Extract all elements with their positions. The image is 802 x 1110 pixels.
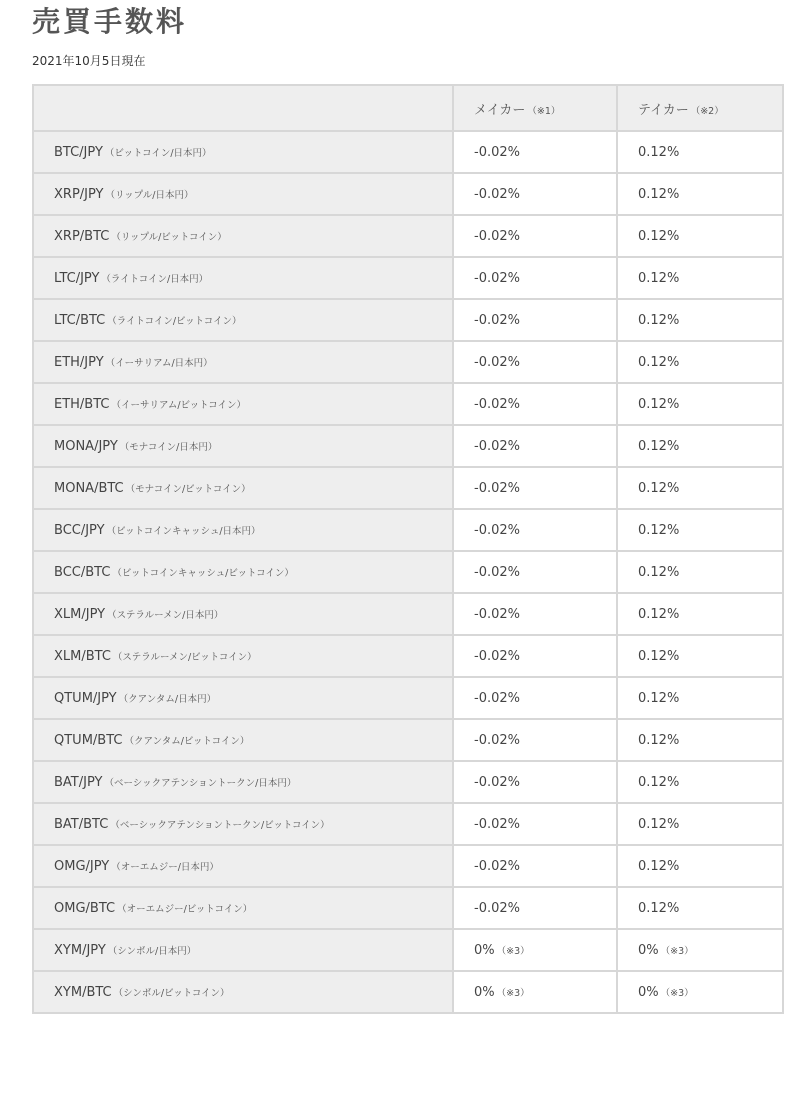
table-row [33, 803, 783, 845]
header-taker-note: （※2） [690, 105, 724, 117]
table-row [33, 593, 783, 635]
taker-fee-value: 0.12% [638, 312, 680, 328]
pair-description: （クアンタム/日本円） [118, 693, 217, 705]
pair-description: （モナコイン/ビットコイン） [125, 483, 251, 495]
pair-description: （ライトコイン/ビットコイン） [107, 315, 242, 327]
pair-cell [33, 677, 453, 719]
taker-fee-value: 0.12% [638, 270, 680, 286]
pair-code: ETH/JPY [54, 354, 104, 370]
pair-code: BCC/JPY [54, 522, 105, 538]
maker-fee-cell [453, 131, 617, 173]
pair-cell [33, 845, 453, 887]
maker-fee-cell [453, 761, 617, 803]
pair-code: XYM/JPY [54, 942, 106, 958]
taker-fee-cell [617, 929, 783, 971]
pair-description: （オーエムジー/ビットコイン） [117, 903, 253, 915]
pair-description: （シンボル/日本円） [107, 945, 197, 957]
taker-fee-value: 0.12% [638, 396, 680, 412]
pair-code: BAT/BTC [54, 816, 109, 832]
header-taker [617, 85, 783, 131]
taker-fee-value: 0.12% [638, 648, 680, 664]
pair-description: （イーサリアム/日本円） [105, 357, 213, 369]
pair-cell [33, 425, 453, 467]
taker-fee-cell [617, 551, 783, 593]
page-title: 売買手数料 [32, 5, 188, 38]
taker-fee-value: 0.12% [638, 144, 680, 160]
pair-code: XLM/BTC [54, 648, 111, 664]
pair-cell [33, 635, 453, 677]
pair-description: （ビットコインキャッシュ/日本円） [106, 525, 261, 537]
pair-code: OMG/JPY [54, 858, 110, 874]
table-row [33, 551, 783, 593]
taker-fee-value: 0.12% [638, 564, 680, 580]
table-header [33, 85, 783, 131]
maker-fee-cell [453, 299, 617, 341]
pair-cell [33, 887, 453, 929]
maker-fee-cell [453, 425, 617, 467]
maker-fee-value: -0.02% [474, 900, 520, 916]
pair-cell [33, 803, 453, 845]
maker-fee-cell [453, 509, 617, 551]
maker-fee-cell [453, 803, 617, 845]
table-row [33, 677, 783, 719]
header-maker [453, 85, 617, 131]
maker-fee-value: 0% [474, 984, 495, 1000]
taker-fee-value: 0.12% [638, 480, 680, 496]
table-row [33, 761, 783, 803]
maker-fee-value: -0.02% [474, 312, 520, 328]
maker-fee-cell [453, 467, 617, 509]
header-taker-label: テイカー [638, 102, 689, 118]
table-row [33, 845, 783, 887]
maker-fee-cell [453, 215, 617, 257]
maker-fee-value: -0.02% [474, 858, 520, 874]
maker-fee-value: -0.02% [474, 606, 520, 622]
table-row [33, 215, 783, 257]
taker-fee-cell [617, 677, 783, 719]
maker-fee-value: -0.02% [474, 438, 520, 454]
pair-code: BTC/JPY [54, 144, 103, 160]
table-row [33, 467, 783, 509]
header-pair [33, 85, 453, 131]
pair-code: LTC/BTC [54, 312, 106, 328]
pair-code: XLM/JPY [54, 606, 106, 622]
maker-fee-value: -0.02% [474, 354, 520, 370]
taker-fee-cell [617, 257, 783, 299]
pair-cell [33, 215, 453, 257]
maker-fee-cell [453, 845, 617, 887]
pair-description: （ビットコイン/日本円） [104, 147, 212, 159]
pair-description: （リップル/ビットコイン） [111, 231, 227, 243]
taker-fee-cell [617, 845, 783, 887]
pair-description: （ライトコイン/日本円） [101, 273, 209, 285]
taker-fee-value: 0.12% [638, 690, 680, 706]
taker-fee-cell [617, 593, 783, 635]
table-row [33, 131, 783, 173]
taker-fee-cell [617, 719, 783, 761]
pair-code: XRP/BTC [54, 228, 110, 244]
table-row [33, 299, 783, 341]
maker-fee-cell [453, 971, 617, 1013]
taker-fee-value: 0.12% [638, 438, 680, 454]
pair-cell [33, 593, 453, 635]
maker-fee-value: -0.02% [474, 186, 520, 202]
taker-fee-value: 0.12% [638, 606, 680, 622]
maker-fee-cell [453, 341, 617, 383]
pair-cell [33, 509, 453, 551]
taker-fee-cell [617, 887, 783, 929]
taker-fee-value: 0.12% [638, 816, 680, 832]
taker-fee-cell [617, 341, 783, 383]
maker-fee-note: （※3） [496, 945, 530, 957]
pair-description: （ステラルーメン/ビットコイン） [112, 651, 257, 663]
table-row [33, 887, 783, 929]
header-maker-note: （※1） [527, 105, 561, 117]
pair-cell [33, 299, 453, 341]
taker-fee-cell [617, 215, 783, 257]
table-row [33, 425, 783, 467]
maker-fee-value: -0.02% [474, 480, 520, 496]
taker-fee-value: 0.12% [638, 228, 680, 244]
taker-fee-cell [617, 383, 783, 425]
taker-fee-value: 0.12% [638, 900, 680, 916]
taker-fee-cell [617, 425, 783, 467]
table-row [33, 509, 783, 551]
taker-fee-cell [617, 467, 783, 509]
taker-fee-value: 0.12% [638, 186, 680, 202]
maker-fee-value: -0.02% [474, 564, 520, 580]
table-row [33, 257, 783, 299]
pair-code: MONA/JPY [54, 438, 118, 454]
header-row [33, 85, 783, 131]
maker-fee-cell [453, 887, 617, 929]
pair-code: LTC/JPY [54, 270, 100, 286]
maker-fee-value: -0.02% [474, 648, 520, 664]
maker-fee-value: -0.02% [474, 228, 520, 244]
taker-fee-value: 0.12% [638, 354, 680, 370]
maker-fee-cell [453, 929, 617, 971]
taker-fee-value: 0.12% [638, 858, 680, 874]
taker-fee-cell [617, 761, 783, 803]
pair-cell [33, 719, 453, 761]
taker-fee-cell [617, 131, 783, 173]
table-row [33, 173, 783, 215]
header-maker-label: メイカー [474, 102, 526, 118]
maker-fee-value: -0.02% [474, 690, 520, 706]
maker-fee-value: -0.02% [474, 816, 520, 832]
maker-fee-value: -0.02% [474, 270, 520, 286]
trading-fee-table [32, 84, 784, 1014]
pair-cell [33, 257, 453, 299]
table-row [33, 971, 783, 1013]
maker-fee-value: -0.02% [474, 396, 520, 412]
pair-description: （イーサリアム/ビットコイン） [111, 399, 246, 411]
pair-description: （ベーシックアテンショントークン/ビットコイン） [110, 819, 330, 831]
taker-fee-cell [617, 173, 783, 215]
pair-description: （ステラルーメン/日本円） [107, 609, 224, 621]
maker-fee-value: -0.02% [474, 144, 520, 160]
pair-code: BCC/BTC [54, 564, 111, 580]
taker-fee-note: （※3） [660, 987, 694, 999]
pair-code: QTUM/JPY [54, 690, 117, 706]
pair-cell [33, 131, 453, 173]
taker-fee-value: 0% [638, 984, 659, 1000]
pair-cell [33, 383, 453, 425]
taker-fee-note: （※3） [660, 945, 694, 957]
taker-fee-value: 0.12% [638, 774, 680, 790]
pair-cell [33, 971, 453, 1013]
maker-fee-value: -0.02% [474, 774, 520, 790]
pair-cell [33, 173, 453, 215]
pair-cell [33, 551, 453, 593]
table-row [33, 719, 783, 761]
maker-fee-cell [453, 677, 617, 719]
maker-fee-cell [453, 593, 617, 635]
pair-description: （リップル/日本円） [105, 189, 194, 201]
pair-code: MONA/BTC [54, 480, 124, 496]
pair-code: OMG/BTC [54, 900, 116, 916]
pair-code: XRP/JPY [54, 186, 104, 202]
pair-description: （ビットコインキャッシュ/ビットコイン） [112, 567, 294, 579]
table-row [33, 383, 783, 425]
pair-cell [33, 341, 453, 383]
taker-fee-value: 0.12% [638, 732, 680, 748]
pair-code: QTUM/BTC [54, 732, 123, 748]
maker-fee-cell [453, 257, 617, 299]
maker-fee-cell [453, 719, 617, 761]
maker-fee-value: -0.02% [474, 522, 520, 538]
pair-cell [33, 467, 453, 509]
table-row [33, 341, 783, 383]
maker-fee-cell [453, 635, 617, 677]
table-row [33, 635, 783, 677]
pair-code: ETH/BTC [54, 396, 110, 412]
pair-cell [33, 929, 453, 971]
maker-fee-cell [453, 383, 617, 425]
pair-description: （クアンタム/ビットコイン） [124, 735, 250, 747]
pair-code: BAT/JPY [54, 774, 103, 790]
pair-cell [33, 761, 453, 803]
maker-fee-cell [453, 551, 617, 593]
taker-fee-cell [617, 971, 783, 1013]
maker-fee-note: （※3） [496, 987, 530, 999]
table-row [33, 929, 783, 971]
pair-description: （ベーシックアテンショントークン/日本円） [104, 777, 297, 789]
taker-fee-cell [617, 803, 783, 845]
pair-description: （モナコイン/日本円） [119, 441, 218, 453]
taker-fee-value: 0.12% [638, 522, 680, 538]
date-note: 2021年10月5日現在 [32, 54, 146, 68]
pair-description: （オーエムジー/日本円） [111, 861, 219, 873]
taker-fee-value: 0% [638, 942, 659, 958]
taker-fee-cell [617, 635, 783, 677]
maker-fee-cell [453, 173, 617, 215]
taker-fee-cell [617, 299, 783, 341]
maker-fee-value: -0.02% [474, 732, 520, 748]
maker-fee-value: 0% [474, 942, 495, 958]
pair-code: XYM/BTC [54, 984, 112, 1000]
taker-fee-cell [617, 509, 783, 551]
table-body [33, 131, 783, 1013]
pair-description: （シンボル/ビットコイン） [113, 987, 230, 999]
